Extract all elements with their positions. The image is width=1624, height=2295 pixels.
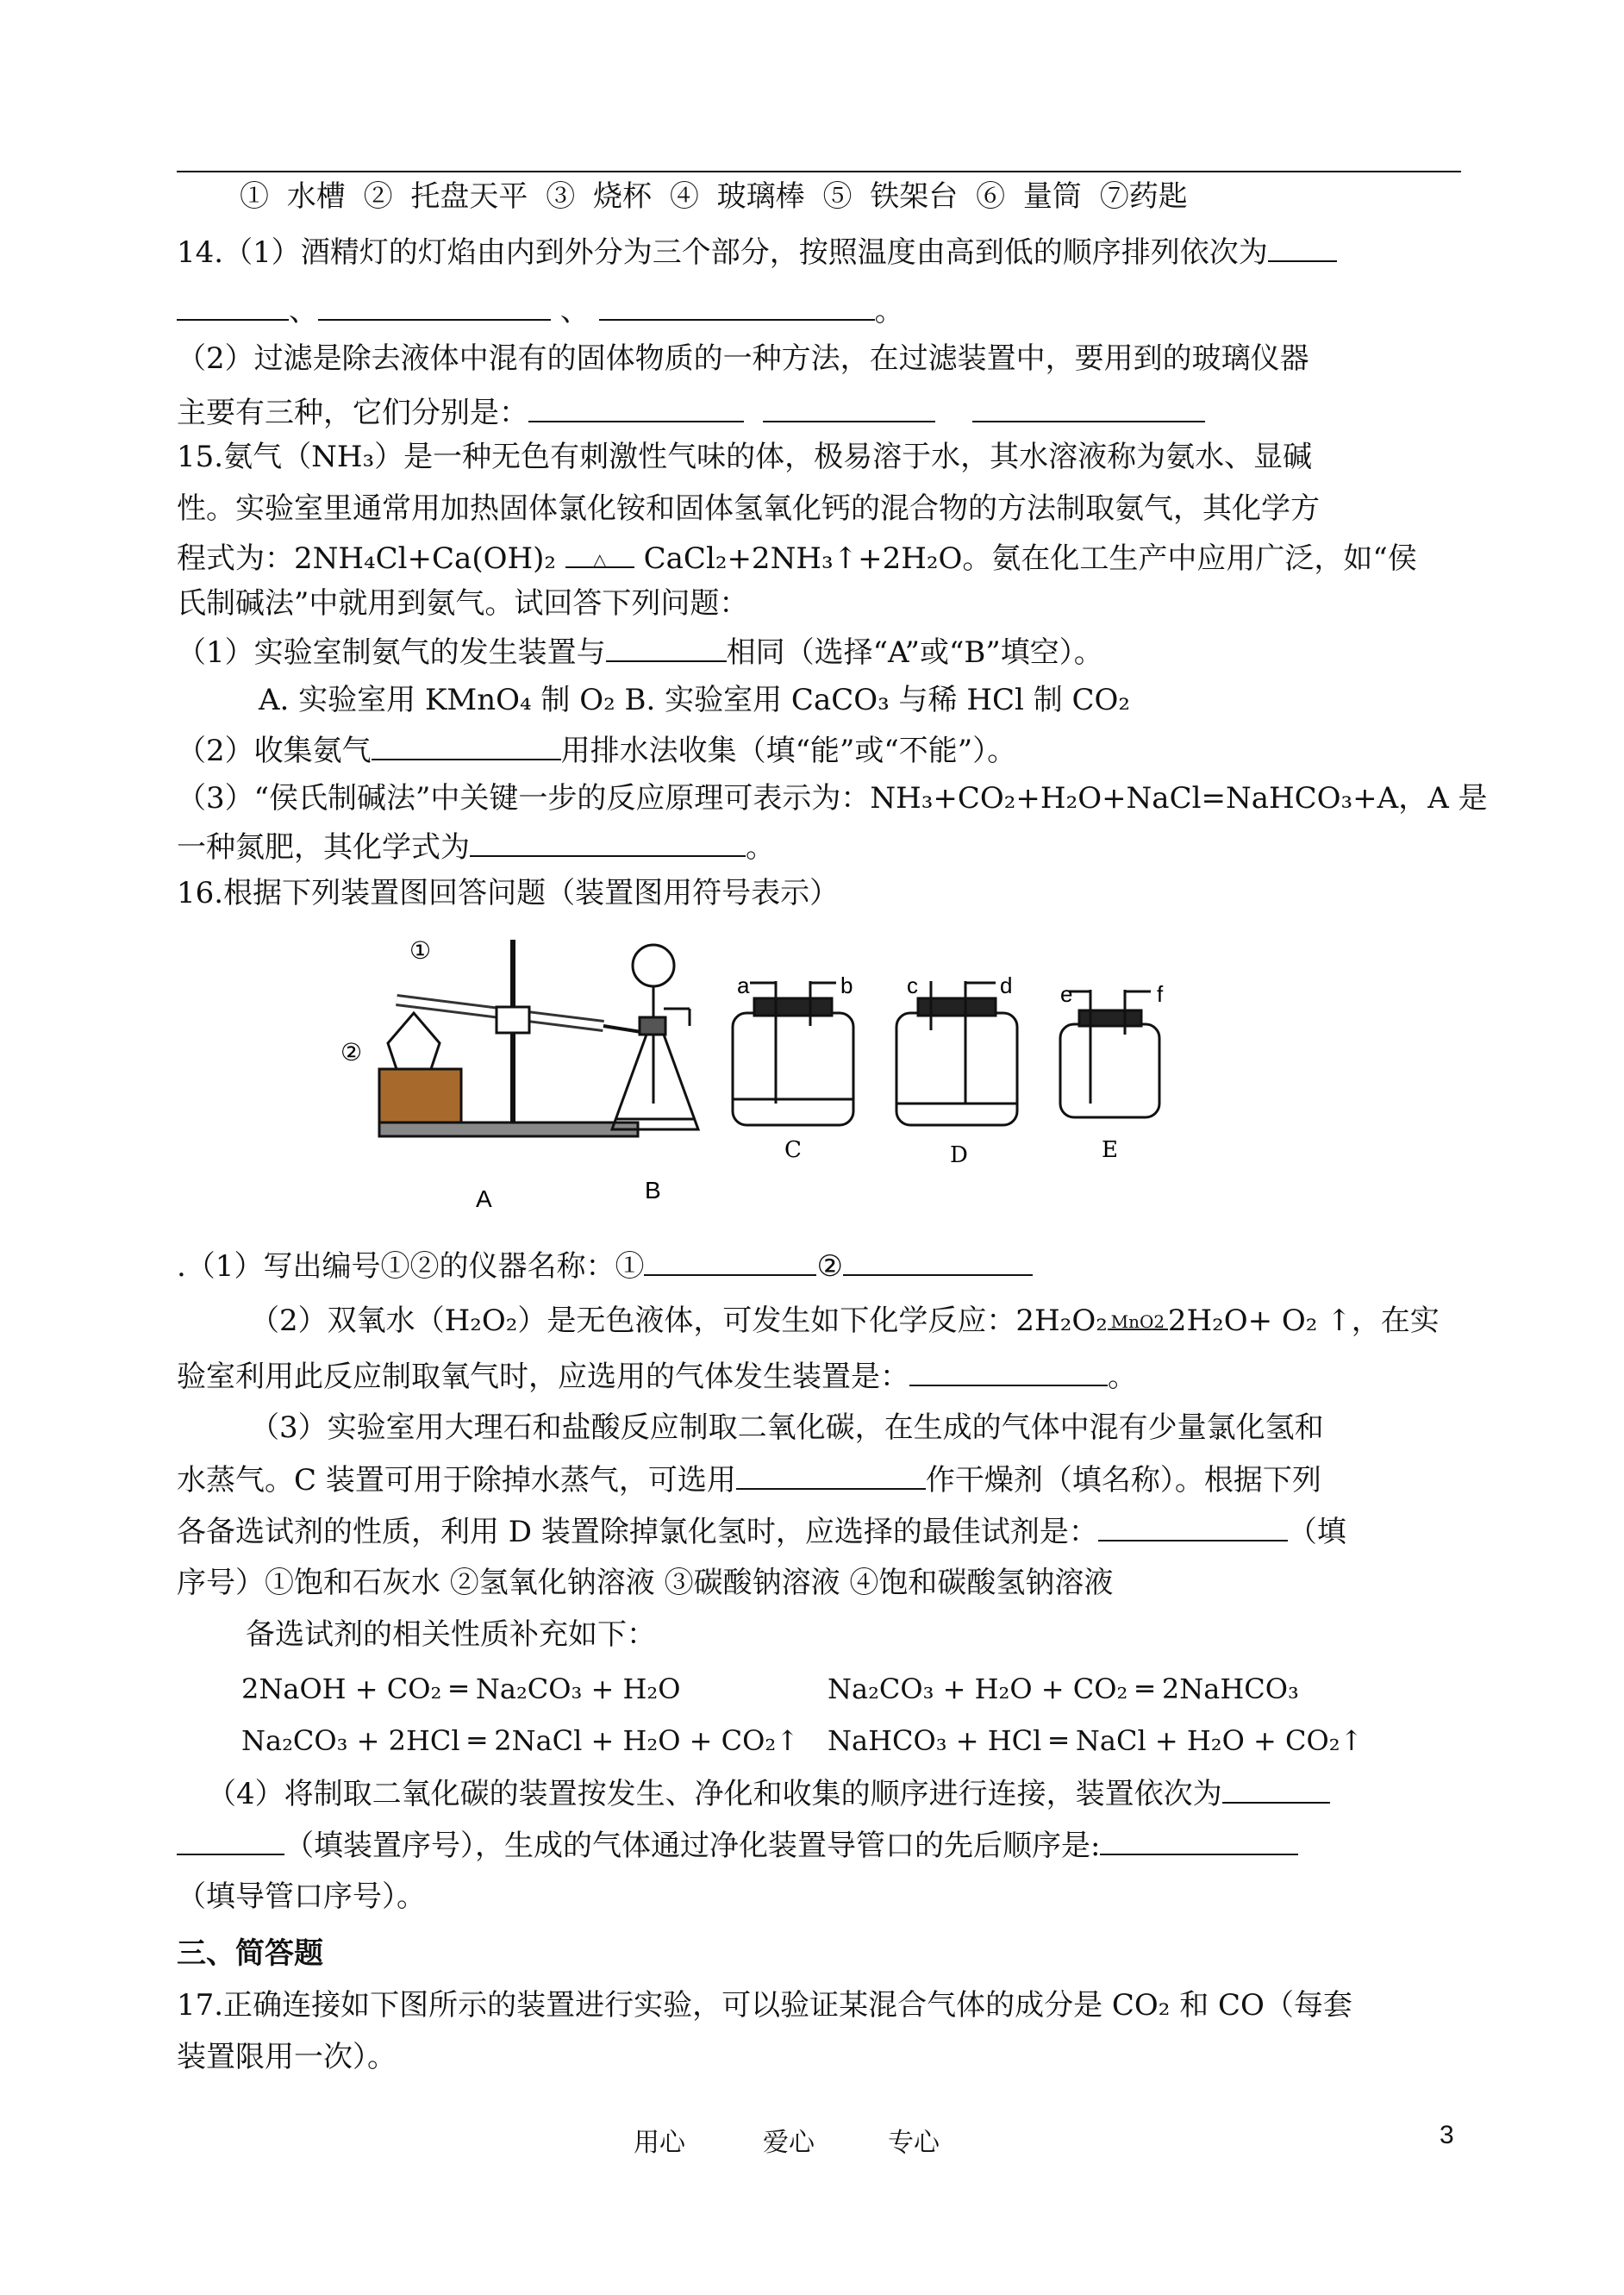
q15-s2 (177, 733, 1016, 768)
q14-blank-5[interactable] (763, 395, 935, 422)
q16-s2-text: （2）双氧水（H₂O₂）是无色液体，可发生如下化学反应：2H₂O₂ (250, 1304, 1108, 1338)
q14-blank-1b[interactable] (177, 293, 289, 321)
q16-blank-4[interactable] (736, 1462, 926, 1490)
label-e: E (1102, 1137, 1118, 1163)
q16-blank-3[interactable] (909, 1359, 1108, 1386)
q16-blank-5[interactable] (1098, 1514, 1288, 1541)
q15-s1-options: A. 实验室用 KMnO₄ 制 O₂ B. 实验室用 CaCO₃ 与稀 HCl 制 CO₂ (259, 683, 1131, 717)
q16-s4-text: （4）将制取二氧化碳的装置按发生、净化和收集的顺序进行连接，装置依次为 (207, 1777, 1222, 1811)
q15-blank-2[interactable] (372, 733, 561, 760)
fig-circ2: ② (340, 1039, 363, 1066)
apparatus-e (1060, 990, 1159, 1117)
q15-s3-line2 (177, 829, 775, 865)
footer-yongxin: 用心 (634, 2128, 685, 2158)
q15-s2-text-b: 用排水法收集（填“能”或“不能”）。 (560, 734, 1017, 768)
q16-s2-line2 (177, 1359, 1137, 1394)
q14-end: 。 (874, 294, 904, 328)
q16-s4-line1 (207, 1776, 1330, 1811)
q15-s3-end: 。 (746, 830, 775, 865)
footer-zhuanxin: 专心 (888, 2128, 940, 2158)
q15-eq-right: CaCl₂+2NH₃↑+2H₂O。氨在化工生产中应用广泛，如“侯 (643, 541, 1417, 576)
apparatus-figure (328, 931, 1172, 1224)
fig-d: d (1000, 972, 1013, 998)
q16-s1-text-b: ② (816, 1249, 843, 1284)
q16-s3-text-a: 水蒸气。C 装置可用于除掉水蒸气，可选用 (177, 1463, 736, 1498)
apparatus-d (896, 981, 1017, 1125)
instruments-line: ① 水槽 ② 托盘天平 ③ 烧杯 ④ 玻璃棒 ⑤ 铁架台 ⑥ 量筒 ⑦药匙 (240, 179, 1188, 214)
q16-blank-2[interactable] (843, 1248, 1033, 1276)
equation-4: NaHCO₃ + HCl ═ NaCl + H₂O + CO₂↑ (828, 1724, 1364, 1757)
equation-3: Na₂CO₃ + 2HCl ═ 2NaCl + H₂O + CO₂↑ (241, 1724, 799, 1757)
q15-s1-text: （1）实验室制氨气的发生装置与 (177, 635, 606, 670)
fig-f: f (1157, 981, 1164, 1007)
q14-blank-6[interactable] (972, 395, 1205, 422)
q14-part2-text: 主要有三种，它们分别是： (177, 396, 528, 430)
fig-e: e (1060, 981, 1073, 1007)
equation-1: 2NaOH + CO₂ ═ Na₂CO₃ + H₂O (241, 1673, 681, 1705)
fig-b: b (840, 972, 853, 998)
fig-circ1: ① (409, 937, 432, 964)
q17-line2: 装置限用一次）。 (177, 2040, 397, 2074)
apparatus-b (612, 945, 698, 1129)
q16-title: 16.根据下列装置图回答问题（装置图用符号表示） (177, 876, 840, 910)
q16-s3-text-b: 作干燥剂（填名称）。根据下列 (925, 1463, 1321, 1498)
q14-part1-text: 14.（1）酒精灯的灯焰由内到外分为三个部分，按照温度由高到低的顺序排列依次为 (177, 235, 1268, 270)
q16-blank-1[interactable] (644, 1248, 816, 1276)
q15-s3-line1: （3）“侯氏制碱法”中关键一步的反应原理可表示为：NH₃+CO₂+H₂O+NaCl=NaHCO₃+A，A 是 (177, 781, 1488, 816)
q17-line1: 17.正确连接如下图所示的装置进行实验，可以验证某混合气体的成分是 CO₂ 和 CO（每套 (177, 1988, 1352, 2023)
fig-c: c (907, 972, 918, 998)
q16-s2-text-c: 验室利用此反应制取氧气时，应选用的气体发生装置是： (177, 1360, 909, 1394)
heat-symbol: △ (593, 549, 607, 570)
q15-s2-text: （2）收集氨气 (177, 734, 372, 768)
q15-line3 (177, 541, 1417, 576)
q14-blank-3[interactable] (599, 293, 875, 321)
q16-s1 (177, 1248, 1033, 1284)
q16-s4-line2 (177, 1828, 1298, 1863)
fig-a: a (737, 972, 750, 998)
label-d: D (950, 1142, 968, 1168)
q14-line2 (177, 293, 904, 328)
mno2-label: MnO2 (1110, 1311, 1165, 1332)
q15-line4: 氏制碱法”中就用到氨气。试回答下列问题： (177, 586, 749, 621)
q15-blank-3[interactable] (470, 829, 746, 857)
label-a: A (476, 1185, 492, 1212)
q15-s3-text: 一种氮肥，其化学式为 (177, 830, 470, 865)
q16-s3-text-c: 各备选试剂的性质，利用 D 装置除掉氯化氢时，应选择的最佳试剂是： (177, 1515, 1098, 1549)
q14-blank-4[interactable] (528, 395, 744, 422)
q16-s4-text-b: （填装置序号），生成的气体通过净化装置导管口的先后顺序是: (284, 1829, 1101, 1863)
q16-s4-line3: （填导管口序号）。 (177, 1879, 426, 1914)
q16-s3-line1: （3）实验室用大理石和盐酸反应制取二氧化碳，在生成的气体中混有少量氯化氢和 (250, 1410, 1324, 1445)
q16-blank-6[interactable] (1222, 1776, 1330, 1804)
footer-aixin: 爱心 (763, 2128, 815, 2158)
q16-s3-line3 (177, 1514, 1346, 1549)
heat-arrow (565, 547, 634, 573)
section-3-heading: 三、简答题 (177, 1936, 323, 1971)
q15-eq-left: 程式为：2NH₄Cl+Ca(OH)₂ (177, 541, 557, 576)
label-b: B (645, 1177, 661, 1204)
q14-line1 (177, 235, 1337, 270)
equation-2: Na₂CO₃ + H₂O + CO₂ ═ 2NaHCO₃ (828, 1673, 1299, 1705)
q14-sep1: 、 (289, 294, 318, 328)
page-number: 3 (1440, 2121, 1454, 2149)
q14-part2-line2 (177, 395, 1205, 430)
q14-sep2: 、 (559, 294, 590, 328)
q16-s2-line1 (250, 1304, 1440, 1338)
q15-blank-1[interactable] (606, 635, 727, 662)
apparatus-a (379, 940, 646, 1136)
q16-s3-line2 (177, 1462, 1321, 1498)
q16-s3-text-d: （填 (1287, 1515, 1346, 1549)
q16-blank-6b[interactable] (177, 1828, 284, 1855)
label-c: C (784, 1137, 802, 1163)
apparatus-c (733, 981, 853, 1125)
q14-blank-2[interactable] (318, 293, 551, 321)
q16-s2-end: 。 (1108, 1360, 1137, 1394)
q16-s2-text-b: 2H₂O+ O₂ ↑，在实 (1167, 1304, 1440, 1338)
header-rule (177, 171, 1461, 172)
mno2-arrow (1108, 1310, 1168, 1335)
q15-line1: 15.氨气（NH₃）是一种无色有刺激性气味的体，极易溶于水，其水溶液称为氨水、显碱 (177, 440, 1313, 474)
q15-s1-text-b: 相同（选择“A”或“B”填空）。 (726, 635, 1103, 670)
q16-s1-text: .（1）写出编号①②的仪器名称：① (177, 1249, 645, 1284)
q15-s1 (177, 635, 1103, 670)
q16-s3-line5: 备选试剂的相关性质补充如下： (246, 1617, 656, 1652)
q16-s3-line4: 序号）①饱和石灰水 ②氢氧化钠溶液 ③碳酸钠溶液 ④饱和碳酸氢钠溶液 (177, 1566, 1114, 1600)
q14-blank-1[interactable] (1268, 235, 1337, 262)
q14-part2-line1: （2）过滤是除去液体中混有的固体物质的一种方法，在过滤装置中，要用到的玻璃仪器 (177, 341, 1309, 376)
q16-blank-7[interactable] (1100, 1828, 1298, 1855)
q15-line2: 性。实验室里通常用加热固体氯化铵和固体氢氧化钙的混合物的方法制取氨气，其化学方 (177, 491, 1320, 526)
